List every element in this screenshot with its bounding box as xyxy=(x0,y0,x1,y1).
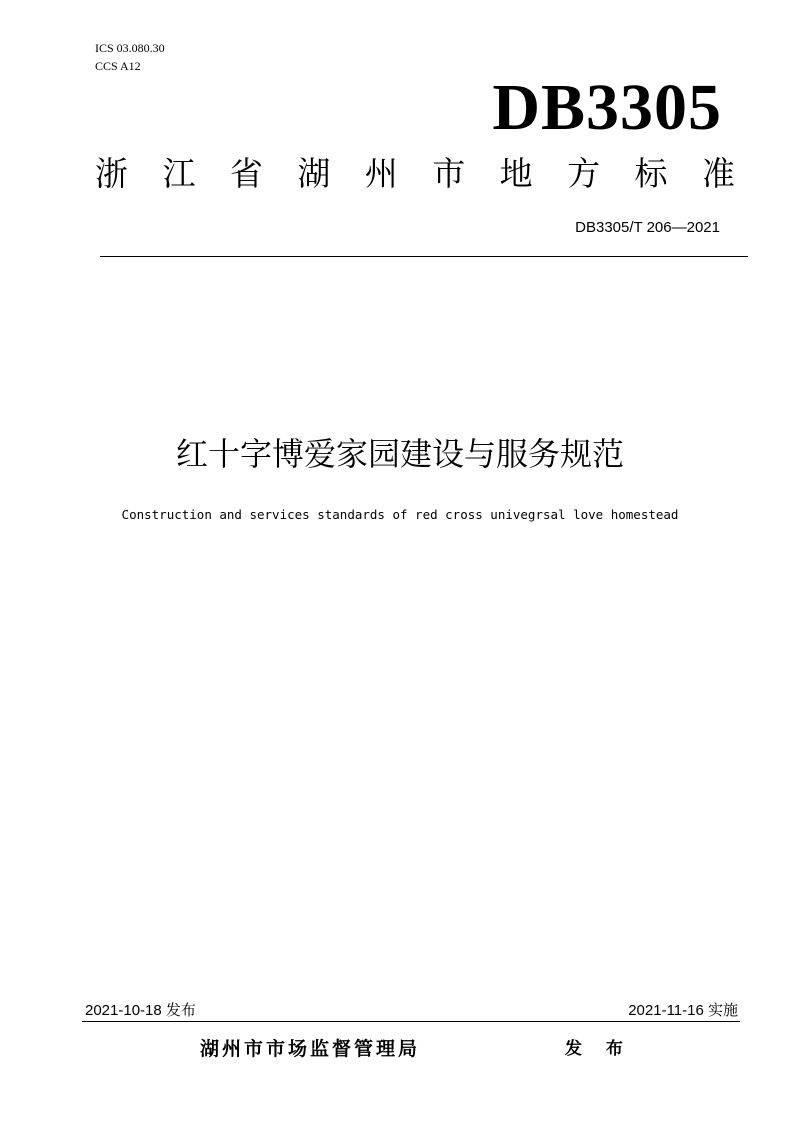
standard-type-char: 标 xyxy=(634,154,668,193)
standard-type-char: 地 xyxy=(499,154,533,193)
footer-divider xyxy=(82,1021,740,1022)
publisher-name: 湖州市市场监督管理局 xyxy=(200,1038,421,1060)
issue-date: 2021-10-18 发布 xyxy=(85,1002,196,1019)
document-title-zh: 红十字博爱家园建设与服务规范 xyxy=(175,435,624,473)
header-divider xyxy=(100,256,748,257)
ics-code: ICS 03.080.30 xyxy=(95,41,165,55)
standard-type-char: 江 xyxy=(162,154,196,193)
ccs-code: CCS A12 xyxy=(95,59,141,73)
standard-type-heading xyxy=(95,152,735,196)
standard-type-char: 浙 xyxy=(95,154,128,193)
standard-type-char: 湖 xyxy=(297,154,331,193)
publish-label: 发 布 xyxy=(565,1039,632,1059)
standard-type-char: 州 xyxy=(364,154,398,193)
standard-code-heading: DB3305 xyxy=(492,71,722,144)
standard-number: DB3305/T 206—2021 xyxy=(575,219,720,236)
standard-type-char: 方 xyxy=(567,154,601,193)
standard-type-char: 市 xyxy=(432,154,466,193)
standard-type-char: 准 xyxy=(701,154,735,193)
implementation-date: 2021-11-16 实施 xyxy=(628,1002,738,1019)
standard-type-char: 省 xyxy=(229,154,263,193)
document-title-en: Construction and services standards of red cross univegrsal love homestead xyxy=(121,507,679,522)
